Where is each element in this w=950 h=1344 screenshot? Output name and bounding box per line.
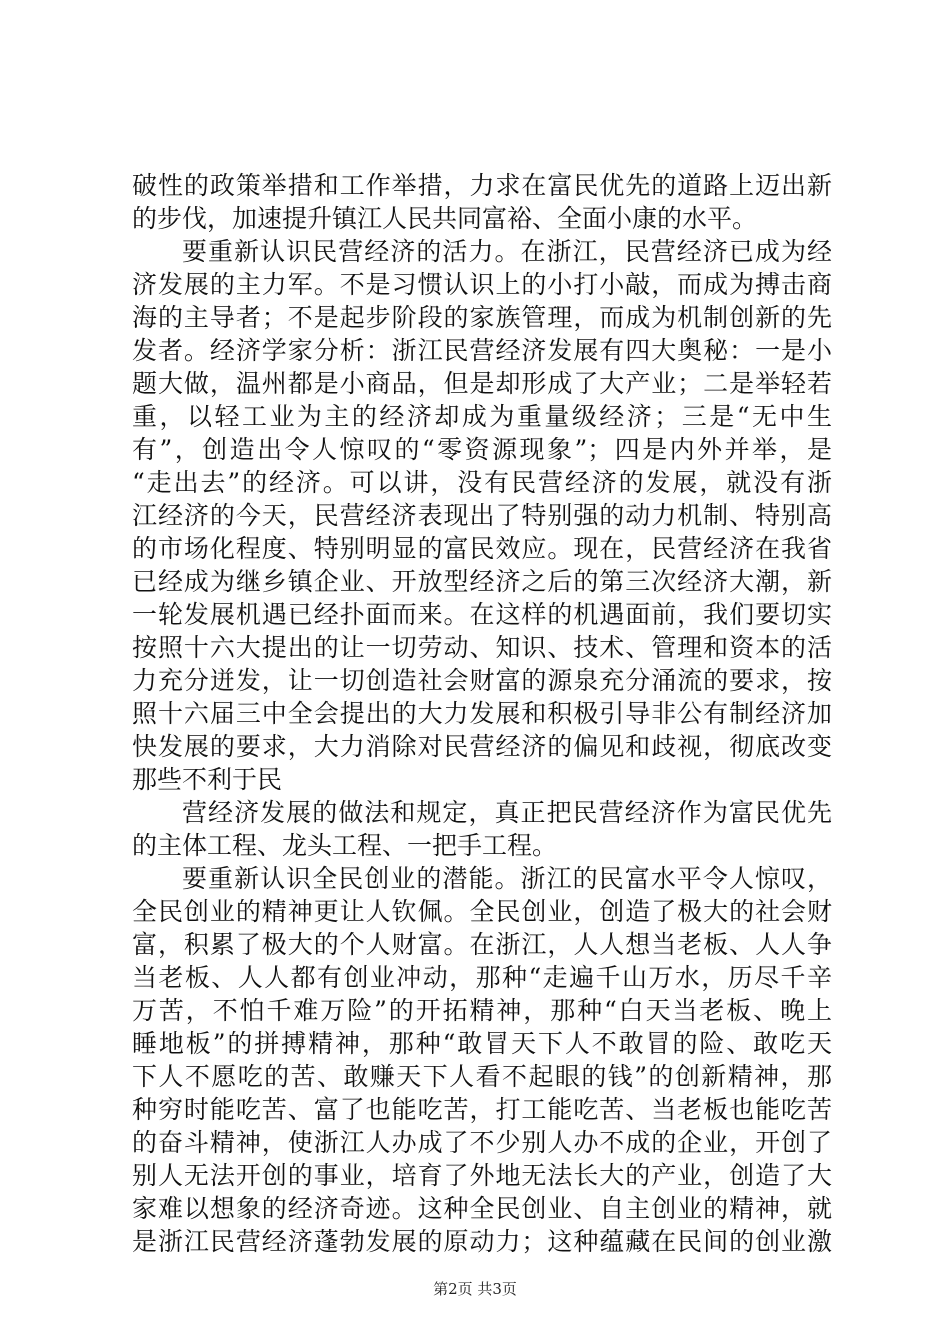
text-line: 当老板、人人都有创业冲动，那种“走遍千山万水，历尽千辛 xyxy=(132,963,832,992)
text-line: 重，以轻工业为主的经济却成为重量级经济；三是“无中生 xyxy=(132,402,832,431)
text-line: 营经济发展的做法和规定，真正把民营经济作为富民优先 xyxy=(182,798,832,827)
text-line: 要重新认识全民创业的潜能。浙江的民富水平令人惊叹， xyxy=(182,864,832,893)
text-line: 发者。经济学家分析：浙江民营经济发展有四大奥秘：一是小 xyxy=(132,336,832,365)
text-line: 破性的政策举措和工作举措，力求在富民优先的道路上迈出新 xyxy=(132,171,832,200)
text-line: 照十六届三中全会提出的大力发展和积极引导非公有制经济加 xyxy=(132,699,832,728)
text-line: 的主体工程、龙头工程、一把手工程。 xyxy=(132,831,558,860)
text-line: 种穷时能吃苦、富了也能吃苦，打工能吃苦、当老板也能吃苦 xyxy=(132,1095,832,1124)
text-line: 别人无法开创的事业，培育了外地无法长大的产业，创造了大 xyxy=(132,1161,832,1190)
text-line: 已经成为继乡镇企业、开放型经济之后的第三次经济大潮，新 xyxy=(132,567,832,596)
text-line: 是浙江民营经济蓬勃发展的原动力；这种蕴藏在民间的创业激 xyxy=(132,1227,832,1256)
text-line: 海的主导者；不是起步阶段的家族管理，而成为机制创新的先 xyxy=(132,303,832,332)
text-line: 题大做，温州都是小商品，但是却形成了大产业；二是举轻若 xyxy=(132,369,832,398)
text-line: 全民创业的精神更让人钦佩。全民创业，创造了极大的社会财 xyxy=(132,897,832,926)
text-line: 的奋斗精神，使浙江人办成了不少别人办不成的企业，开创了 xyxy=(132,1128,832,1157)
text-line: 的步伐，加速提升镇江人民共同富裕、全面小康的水平。 xyxy=(132,204,758,233)
text-line: 有”，创造出令人惊叹的“零资源现象”；四是内外并举，是 xyxy=(132,435,832,464)
text-line: 的市场化程度、特别明显的富民效应。现在，民营经济在我省 xyxy=(132,534,832,563)
text-line: 济发展的主力军。不是习惯认识上的小打小敲，而成为搏击商 xyxy=(132,270,832,299)
text-line: 江经济的今天，民营经济表现出了特别强的动力机制、特别高 xyxy=(132,501,832,530)
text-line: 一轮发展机遇已经扑面而来。在这样的机遇面前，我们要切实 xyxy=(132,600,832,629)
text-line: 下人不愿吃的苦、敢赚天下人看不起眼的钱”的创新精神，那 xyxy=(132,1062,832,1091)
text-line: 睡地板”的拼搏精神，那种“敢冒天下人不敢冒的险、敢吃天 xyxy=(132,1029,832,1058)
text-line: 家难以想象的经济奇迹。这种全民创业、自主创业的精神，就 xyxy=(132,1194,832,1223)
text-line: 快发展的要求，大力消除对民营经济的偏见和歧视，彻底改变 xyxy=(132,732,832,761)
text-line: 要重新认识民营经济的活力。在浙江，民营经济已成为经 xyxy=(182,237,832,266)
text-line: 按照十六大提出的让一切劳动、知识、技术、管理和资本的活 xyxy=(132,633,832,662)
text-line: 那些不利于民 xyxy=(132,765,283,794)
text-line: 富，积累了极大的个人财富。在浙江，人人想当老板、人人争 xyxy=(132,930,832,959)
text-line: 万苦，不怕千难万险”的开拓精神，那种“白天当老板、晚上 xyxy=(132,996,832,1025)
body-text xyxy=(132,169,832,1258)
text-line: 力充分迸发，让一切创造社会财富的源泉充分涌流的要求，按 xyxy=(132,666,832,695)
page-footer: 第2页 共3页 xyxy=(433,1280,517,1298)
text-line: “走出去”的经济。可以讲，没有民营经济的发展，就没有浙 xyxy=(132,468,832,497)
